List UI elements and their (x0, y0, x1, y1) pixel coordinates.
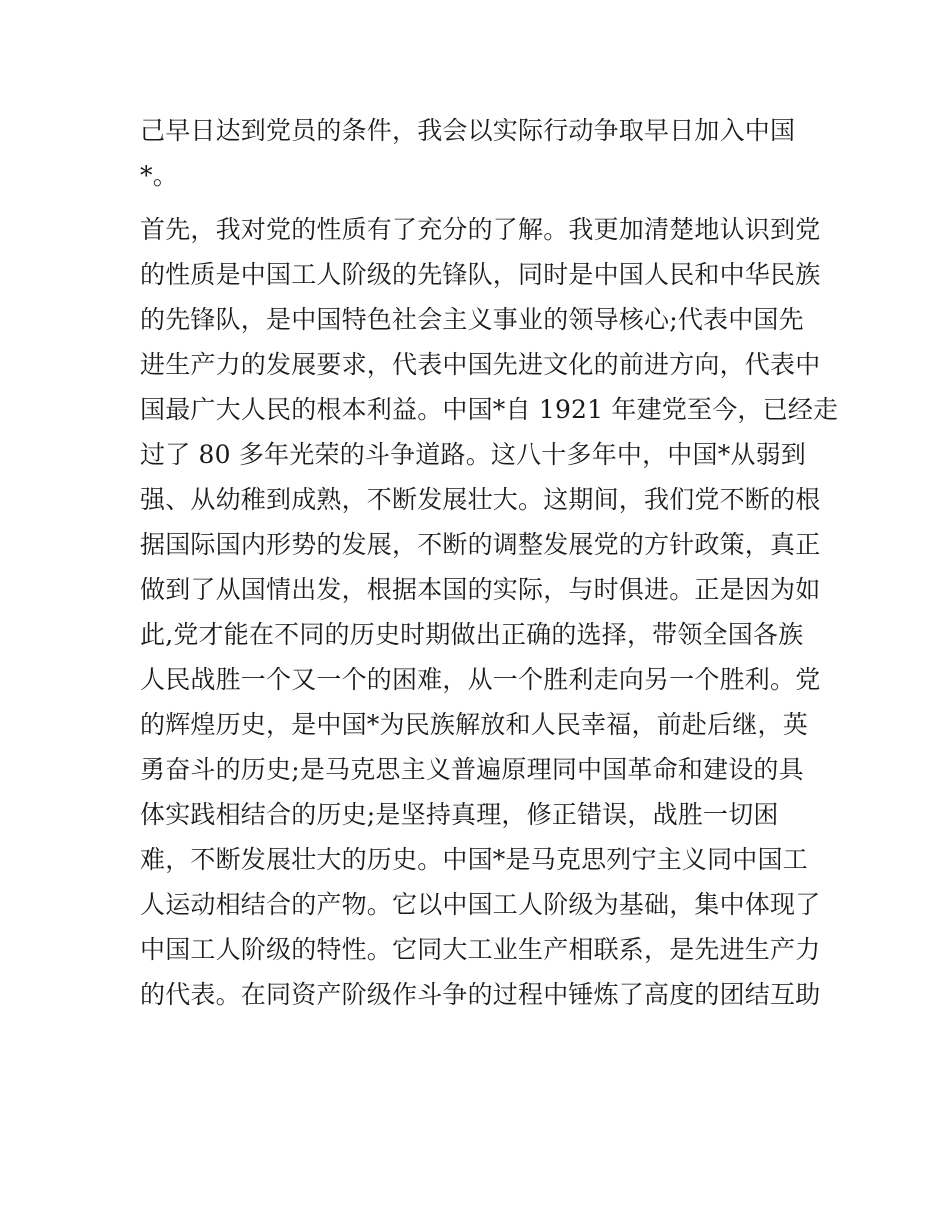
text-line: 人民战胜一个又一个的困难，从一个胜利走向另一个胜利。党 (140, 665, 821, 694)
text-line: 勇奋斗的历史;是马克思主义普遍原理同中国革命和建设的具 (140, 755, 804, 784)
text-line: 过了 80 多年光荣的斗争道路。这八十多年中，中国*从弱到 (140, 440, 807, 469)
paragraph-start-line: 首先，我对党的性质有了充分的了解。我更加清楚地认识到党 (140, 215, 821, 244)
text-line: 进生产力的发展要求，代表中国先进文化的前进方向，代表中 (140, 350, 821, 379)
text-line: 此,党才能在不同的历史时期做出正确的选择，带领全国各族 (140, 620, 804, 649)
text-line: 国最广大人民的根本利益。中国*自 1921 年建党至今，已经走 (140, 395, 839, 424)
text-line: 做到了从国情出发，根据本国的实际，与时俱进。正是因为如 (140, 575, 821, 604)
text-line: 人运动相结合的产物。它以中国工人阶级为基础，集中体现了 (140, 890, 821, 919)
text-line: 的先锋队，是中国特色社会主义事业的领导核心;代表中国先 (140, 305, 804, 334)
text-line: 难，不断发展壮大的历史。中国*是马克思列宁主义同中国工 (140, 845, 808, 874)
text-line: 强、从幼稚到成熟，不断发展壮大。这期间，我们党不断的根 (140, 485, 821, 514)
text-line: 据国际国内形势的发展，不断的调整发展党的方针政策，真正 (140, 530, 821, 559)
text-line: 中国工人阶级的特性。它同大工业生产相联系，是先进生产力 (140, 935, 821, 964)
body-text (140, 108, 839, 1017)
text-line: 的辉煌历史，是中国*为民族解放和人民幸福，前赴后继，英 (140, 710, 808, 739)
text-line: *。 (140, 161, 178, 190)
text-line: 的代表。在同资产阶级作斗争的过程中锤炼了高度的团结互助 (140, 980, 821, 1009)
text-line: 体实践相结合的历史;是坚持真理，修正错误，战胜一切困 (140, 800, 779, 829)
text-line: 的性质是中国工人阶级的先锋队，同时是中国人民和中华民族 (140, 260, 821, 289)
text-line: 己早日达到党员的条件，我会以实际行动争取早日加入中国 (140, 116, 796, 145)
